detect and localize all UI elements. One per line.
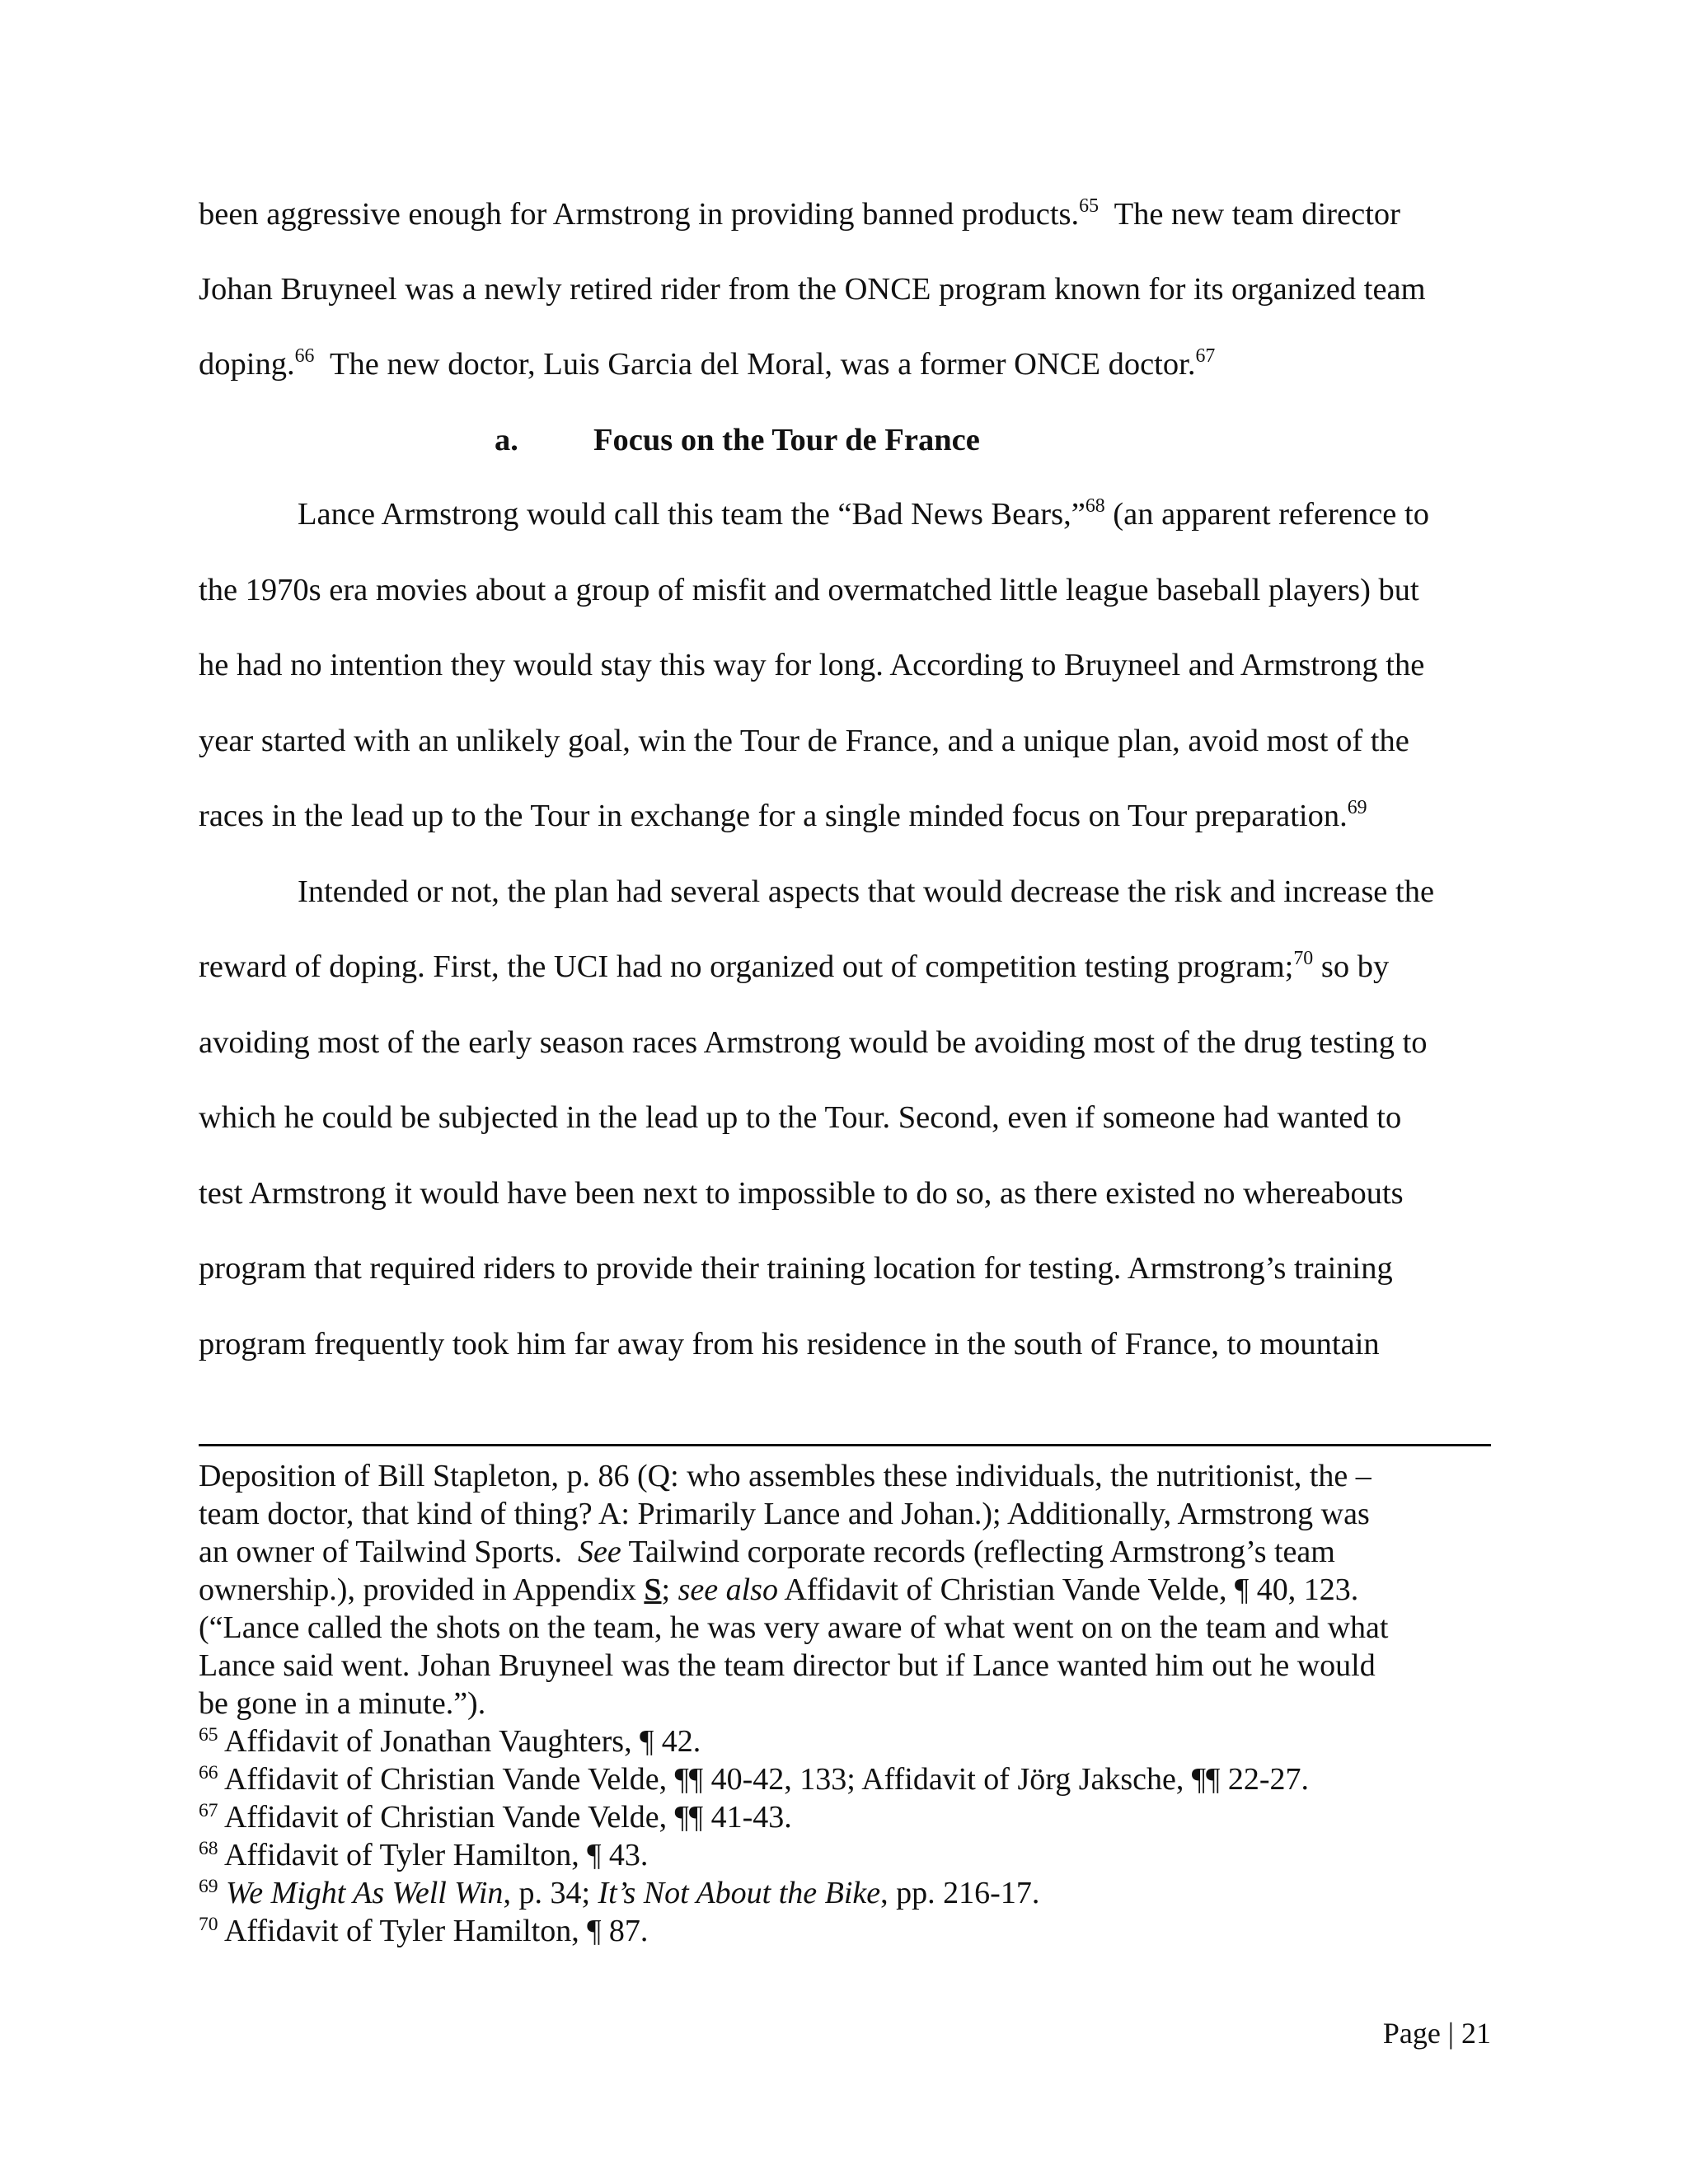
text-line [199, 1099, 1401, 1136]
footnote-text: team doctor, that kind of thing? A: Primarily Lance and Johan.); Additionally, Armstrong was [199, 1497, 1370, 1531]
footnote-69 [199, 1874, 1491, 1912]
text-line [298, 496, 1429, 532]
footnote-text: , pp. 216-17. [880, 1876, 1040, 1910]
text-run: Intended or not, the plan had several aspects that would decrease the risk and increase the [298, 874, 1435, 909]
footnote-67 [199, 1798, 1491, 1836]
text-run: test Armstrong it would have been next to impossible to do so, as there existed no whereabouts [199, 1176, 1404, 1211]
footnote-text: Affidavit of Tyler Hamilton, ¶ 43. [218, 1838, 649, 1872]
text-run: Lance Armstrong would call this team the “Bad News Bears,” [298, 497, 1085, 532]
footnote-text: , p. 34; [503, 1876, 598, 1910]
text-run: program that required riders to provide their training location for testing. Armstrong’s training [199, 1251, 1393, 1286]
footnote-text: (“Lance called the shots on the team, he was very aware of what went on on the team and what [199, 1610, 1389, 1645]
footnote-continuation [199, 1571, 1491, 1609]
footnote-text: Affidavit of Christian Vande Velde, ¶ 40, 123. [777, 1572, 1359, 1607]
text-line [199, 798, 1367, 834]
footnote-text: ; [661, 1572, 678, 1607]
section-heading [495, 422, 980, 458]
footnote-continuation [199, 1495, 1491, 1533]
footnote-65 [199, 1722, 1491, 1760]
heading-marker: a. [495, 423, 518, 457]
text-run: reward of doping. First, the UCI had no organized out of competition testing program; [199, 949, 1294, 984]
footnote-continuation [199, 1457, 1491, 1495]
text-line [199, 647, 1424, 683]
footnote-ref-68[interactable]: 68 [1085, 495, 1105, 518]
book-title: It’s Not About the Bike [598, 1876, 881, 1910]
text-line [199, 949, 1389, 985]
footnote-text: Deposition of Bill Stapleton, p. 86 (Q: who assembles these individuals, the nutritionist, the – [199, 1459, 1372, 1493]
footnote-number: 65 [199, 1724, 218, 1746]
footnote-text: Affidavit of Christian Vande Velde, ¶¶ 40-42, 133; Affidavit of Jörg Jaksche, ¶¶ 22-27. [218, 1762, 1309, 1797]
signal-see-also: see also [678, 1572, 778, 1607]
text-line [199, 196, 1400, 232]
footnote-continuation [199, 1533, 1491, 1571]
footnote-number: 70 [199, 1914, 218, 1936]
signal-see: See [577, 1535, 621, 1569]
text-line [199, 1175, 1404, 1212]
text-run: (an apparent reference to [1104, 497, 1429, 532]
footnote-text: Affidavit of Christian Vande Velde, ¶¶ 41-43. [218, 1800, 792, 1835]
text-run: so by [1313, 949, 1390, 984]
footnote-ref-70[interactable]: 70 [1293, 948, 1314, 970]
text-run: the 1970s era movies about a group of misfit and overmatched little league baseball players) but [199, 573, 1419, 607]
footnote-68 [199, 1836, 1491, 1874]
text-run: which he could be subjected in the lead up to the Tour. Second, even if someone had wanted to [199, 1100, 1402, 1135]
footnote-text: Lance said went. Johan Bruyneel was the team director but if Lance wanted him out he would [199, 1648, 1376, 1683]
footnote-text: an owner of Tailwind Sports. [199, 1535, 578, 1569]
text-run: program frequently took him far away from his residence in the south of France, to mountain [199, 1327, 1380, 1361]
text-run: races in the lead up to the Tour in exchange for a single minded focus on Tour preparation. [199, 799, 1348, 833]
footnote-ref-65[interactable]: 65 [1079, 195, 1100, 218]
appendix-link[interactable]: S [644, 1572, 662, 1607]
text-run: been aggressive enough for Armstrong in providing banned products. [199, 197, 1080, 232]
text-line [199, 271, 1426, 307]
footnotes [199, 1457, 1491, 1950]
footnote-ref-67[interactable]: 67 [1195, 345, 1216, 368]
footnote-number: 66 [199, 1762, 218, 1784]
footnote-continuation [199, 1647, 1491, 1685]
footnote-number: 69 [199, 1876, 218, 1898]
text-line [199, 1024, 1428, 1061]
footnote-text: ownership.), provided in Appendix [199, 1572, 645, 1607]
footnote-number: 68 [199, 1838, 218, 1860]
text-line [199, 723, 1409, 759]
footnote-number: 67 [199, 1800, 218, 1822]
text-line [298, 874, 1434, 910]
footnote-text: Tailwind corporate records (reflecting Armstrong’s team [621, 1535, 1335, 1569]
book-title: We Might As Well Win [226, 1876, 504, 1910]
footnote-text: Affidavit of Jonathan Vaughters, ¶ 42. [218, 1724, 701, 1759]
footnote-ref-69[interactable]: 69 [1347, 797, 1367, 819]
footnote-continuation [199, 1609, 1491, 1647]
text-run: avoiding most of the early season races Armstrong would be avoiding most of the drug testing to [199, 1025, 1428, 1060]
text-line [199, 1250, 1393, 1286]
footnote-separator [199, 1444, 1491, 1446]
text-line [199, 572, 1419, 608]
text-run: The new team director [1099, 197, 1400, 232]
text-run: doping. [199, 347, 295, 382]
text-run: The new doctor, Luis Garcia del Moral, was a former ONCE doctor. [314, 347, 1196, 382]
text-run: Johan Bruyneel was a newly retired rider from the ONCE program known for its organized team [199, 272, 1426, 307]
footnote-text: Affidavit of Tyler Hamilton, ¶ 87. [218, 1914, 649, 1948]
text-line [199, 1326, 1380, 1362]
page-number: Page | 21 [1382, 2017, 1491, 2050]
text-run: he had no intention they would stay this way for long. According to Bruyneel and Armstrong the [199, 648, 1425, 682]
footnote-66 [199, 1760, 1491, 1798]
footnote-continuation [199, 1685, 1491, 1722]
text-run: year started with an unlikely goal, win the Tour de France, and a unique plan, avoid most of the [199, 724, 1409, 758]
heading-title: Focus on the Tour de France [593, 423, 980, 457]
text-line [199, 346, 1215, 382]
footnote-text: be gone in a minute.”). [199, 1686, 486, 1721]
footnote-70 [199, 1912, 1491, 1950]
footnote-ref-66[interactable]: 66 [294, 345, 315, 368]
